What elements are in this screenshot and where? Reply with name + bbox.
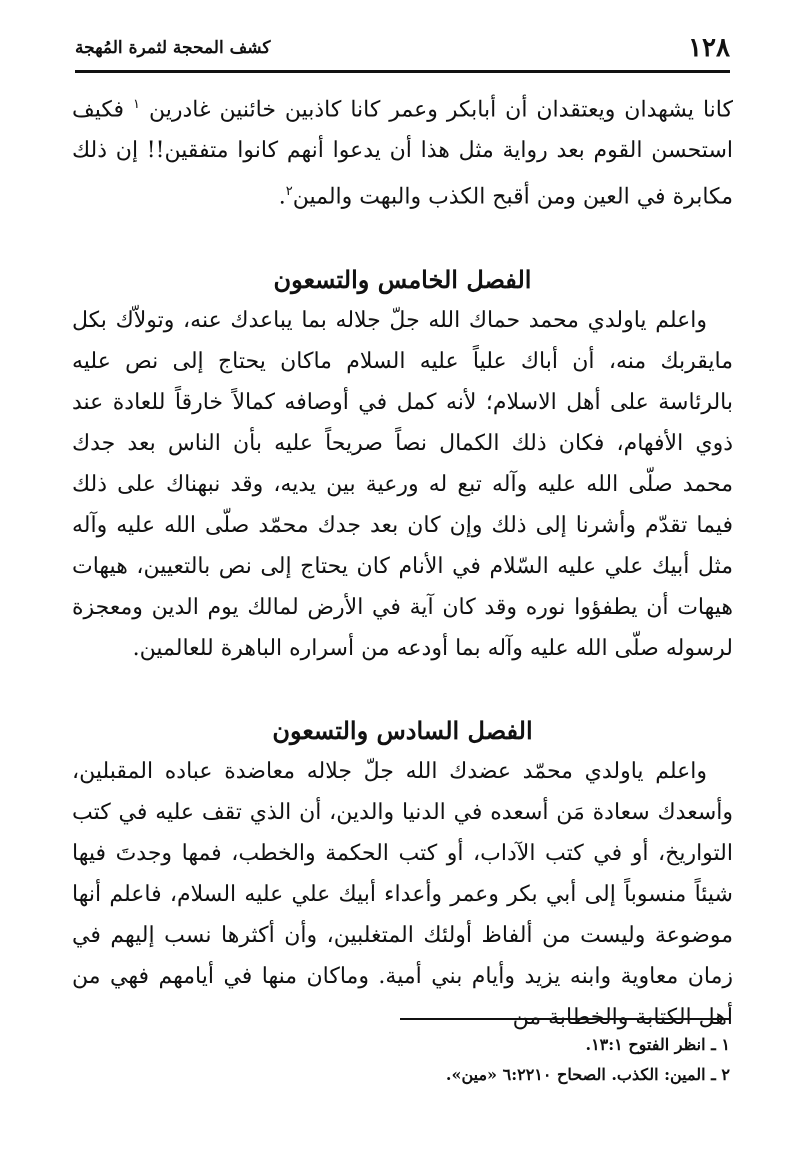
section-heading-95: الفصل الخامس والتسعون [273,264,532,294]
footnote-separator [400,1018,730,1020]
intro-text-continued: فكيف استحسن القوم بعد رواية مثل هذا أن يدعوا أنهم كانوا متفقين!! إن ذلك مكابرة في العين ومن أقبح الكذب والبهت والمين [72,97,733,210]
section-paragraph-96: واعلم ياولدي محمّد عضدك الله جلّ جلاله معاضدة عباده المقبلين، وأسعدك سعادة مَن أسعده في الدنيا والدين، أن الذي تقف عليه في كتب التواريخ، أو في كتب الآداب، أو كتب الحكمة والخطب، فمها وجدتَ فيها شيئاً منسوباً إلى أبي بكر وعمر وأعداء أبيك علي عليه السلام، فاعلم أنها موضوعة وليست من ألفاظ أولئك المتغلبين، وأن أكثرها نسب إليهم في زمان معاوية وابنه يزيد وأيام بني أمية. وماكان منها في أيامهم فهي من أهل الكتابة والخطابة من [72,758,733,1030]
section-heading-96: الفصل السادس والتسعون [272,715,533,745]
running-title: كشف المحجة لثمرة المُهجة [75,38,271,58]
intro-text: كانا يشهدان ويعتقدان أن أبابكر وعمر كانا كاذبين خائنين غادرين [149,97,733,123]
intro-text-end: . [278,184,286,210]
footnote-2: ٢ ـ المين: الكذب. الصحاح ٦:٢٢١٠ «مين». [445,1065,730,1084]
page-body [72,84,733,1038]
intro-paragraph [72,84,733,218]
footnote-marker-1: ١ [133,97,141,112]
footnote-marker-2: ٢ [285,184,293,200]
section-paragraph-95: واعلم ياولدي محمد حماك الله جلّ جلاله بما يباعدك عنه، وتولاّك بكل مايقربك منه، أن أباك علياً عليه السلام ماكان يحتاج إلى نص عليه بالرئاسة على أهل الاسلام؛ لأنه كمل في أوصافه كمالاً خارقاً للعادة عند ذوي الأفهام، فكان ذلك الكمال نصاً صريحاً عليه بأن الناس بعد جدك محمد صلّى الله عليه وآله تبع له ورعية بين يديه، وقد نبهناك على ذلك فيما تقدّم وأشرنا إلى ذلك وإن كان بعد جدك محمّد صلّى الله عليه وآله مثل أبيك علي عليه السّلام في الأنام كان يحتاج إلى نص بالتعيين، هيهات هيهات أن يطفؤوا نوره وقد كان آية في الأرض لمالك يوم الدين ومعجزة لرسوله صلّى الله عليه وآله بما أودعه من أسراره الباهرة للعالمين. [72,307,733,661]
footnote-1: ١ ـ انظر الفتوح ١٣:١. [585,1035,730,1054]
header-rule [75,70,730,73]
page-header [75,28,730,68]
page-number: ١٢٨ [688,33,730,63]
footnotes [75,1030,730,1090]
